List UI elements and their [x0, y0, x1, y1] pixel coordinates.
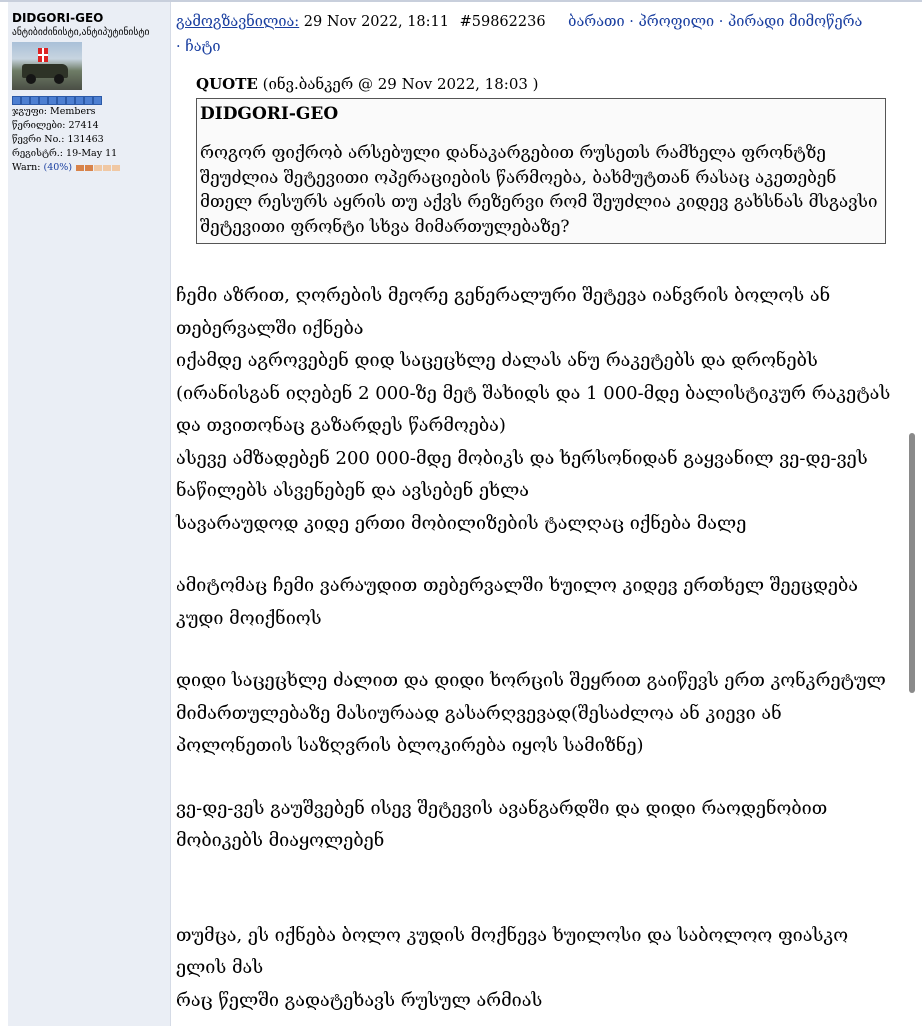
rank-pip — [21, 96, 30, 105]
post-paragraph: თუმცა, ეს იქნება ბოლო კუდის მოქნევა ხუილოსი და საბოლოო ფიასკო ელის მას — [176, 924, 849, 978]
scrollbar-thumb[interactable] — [909, 433, 915, 693]
rank-pips — [12, 96, 170, 105]
user-member-no — [12, 133, 170, 147]
flag-icon — [38, 48, 48, 62]
post-paragraph: ჩემი აზრით, ღორების მეორე გენერალური შეტევა იანვრის ბოლოს ან თებერვალში იქნება — [176, 285, 831, 339]
post-id[interactable]: #59862236 — [459, 14, 546, 30]
registered-value: 19-May 11 — [66, 148, 118, 159]
quote-source: (ინვ.ბანკერ @ 29 Nov 2022, 18:03 ) — [262, 75, 539, 93]
post-paragraph: სავარაუდოდ კიდე ერთი მობილიზების ტალღაც იქნება მალე — [176, 512, 747, 534]
nav-separator: · — [176, 39, 181, 55]
rank-pip — [93, 96, 102, 105]
posts-label: წერილები: — [12, 120, 66, 131]
quote-block — [196, 72, 886, 244]
user-registered — [12, 147, 170, 161]
group-value: Members — [50, 106, 96, 117]
post-paragraph: იქამდე აგროვებენ დიდ საცეცხლე ძალას ანუ რაკეტებს და დრონებს (ირანისგან იღებენ 2 000-ზე მეტ შახიდს და 1 000-მდე ბალისტიკურ რაკეტას და თვითონაც გაზარდეს წარმოება) — [176, 350, 891, 436]
user-posts — [12, 119, 170, 133]
post-datetime: 29 Nov 2022, 18:11 — [303, 14, 449, 30]
post-body — [176, 280, 896, 1017]
wheel-icon — [26, 74, 36, 84]
registered-label: რეგისტრ.: — [12, 148, 63, 159]
user-group — [12, 105, 170, 119]
post-paragraph: ამიტომაც ჩემი ვარაუდით თებერვალში ხუილო კიდევ ერთხელ შეეცდება კუდი მოიქნიოს — [176, 575, 858, 629]
warn-box — [103, 165, 111, 171]
nav-card-link[interactable]: ბარათი — [568, 14, 625, 30]
warn-box — [85, 165, 93, 171]
member-no-label: წევრი No.: — [12, 134, 65, 145]
rank-pip — [66, 96, 75, 105]
sent-label-link[interactable]: გამოგზავნილია: — [176, 14, 300, 30]
warn-label: Warn: — [12, 162, 41, 173]
nav-private-message-link[interactable]: პირადი მიმოწერა — [728, 14, 863, 30]
group-label: ჯგუფი: — [12, 106, 47, 117]
posts-value: 27414 — [68, 120, 99, 131]
username[interactable]: DIDGORI-GEO — [12, 11, 104, 25]
rank-pip — [75, 96, 84, 105]
quote-author: DIDGORI-GEO — [200, 104, 339, 124]
warn-box — [94, 165, 102, 171]
quote-box — [196, 98, 886, 244]
nav-separator: · — [629, 14, 634, 30]
quote-header — [196, 72, 886, 96]
rank-pip — [57, 96, 66, 105]
avatar[interactable] — [12, 42, 82, 90]
post-paragraph: ვე-დე-ვეს გაუშვებენ ისევ შეტევის ავანგარდში და დიდი რაოდენობით მობიკებს მიაყოლებენ — [176, 797, 828, 851]
rank-pip — [30, 96, 39, 105]
post-content-area — [172, 2, 914, 1026]
nav-separator: · — [718, 14, 724, 30]
wheel-icon — [54, 74, 64, 84]
warn-value-link[interactable]: (40%) — [43, 162, 73, 173]
post-paragraph: ასევე ამზადებენ 200 000-მდე მობიკს და ხერსონიდან გაყვანილ ვე-დე-ვეს ნაწილებს ასვენებენ და ავსებენ ეხლა — [176, 447, 868, 501]
rank-pip — [12, 96, 21, 105]
nav-chat-link[interactable]: ჩატი — [185, 39, 221, 55]
quote-text: როგორ ფიქრობ არსებული დანაკარგებით რუსეთს რამხელა ფრონტზე შეუძლია შეტევითი ოპერაციების წარმოება, ბახმუტთან რასაც აკეთებენ მთელ რესურს აყრის თუ აქვს რეზერვი რომ შეუძლია კიდევ გახსნას მსგავსი შეტევითი ფრონტი სხვა მიმართულებაზე? — [200, 143, 878, 237]
warn-box — [112, 165, 120, 171]
rank-pip — [39, 96, 48, 105]
user-panel — [8, 2, 171, 1026]
rank-pip — [48, 96, 57, 105]
member-no-value: 131463 — [67, 134, 104, 145]
rank-pip — [84, 96, 93, 105]
post-paragraph: რაც წელში გადატეხავს რუსულ არმიას — [176, 989, 543, 1011]
warn-box — [76, 165, 84, 171]
nav-profile-link[interactable]: პროფილი — [638, 14, 715, 30]
quote-label: QUOTE — [196, 75, 258, 93]
post-paragraph: დიდი საცეცხლე ძალით და დიდი ხორცის შეყრით გაიწევს ერთ კონკრეტულ მიმართულებაზე მასიურაად გასარღვევად(შესაძლოა ან კიევი ან პოლონეთის საზღვრის ბლოკირება იყოს სამიზნე) — [176, 670, 886, 756]
warn-level — [75, 162, 120, 173]
user-warn — [12, 161, 170, 175]
user-title: ანტიბიძინისტი,ანტიპუტინისტი — [12, 27, 150, 38]
post-header — [176, 10, 912, 60]
